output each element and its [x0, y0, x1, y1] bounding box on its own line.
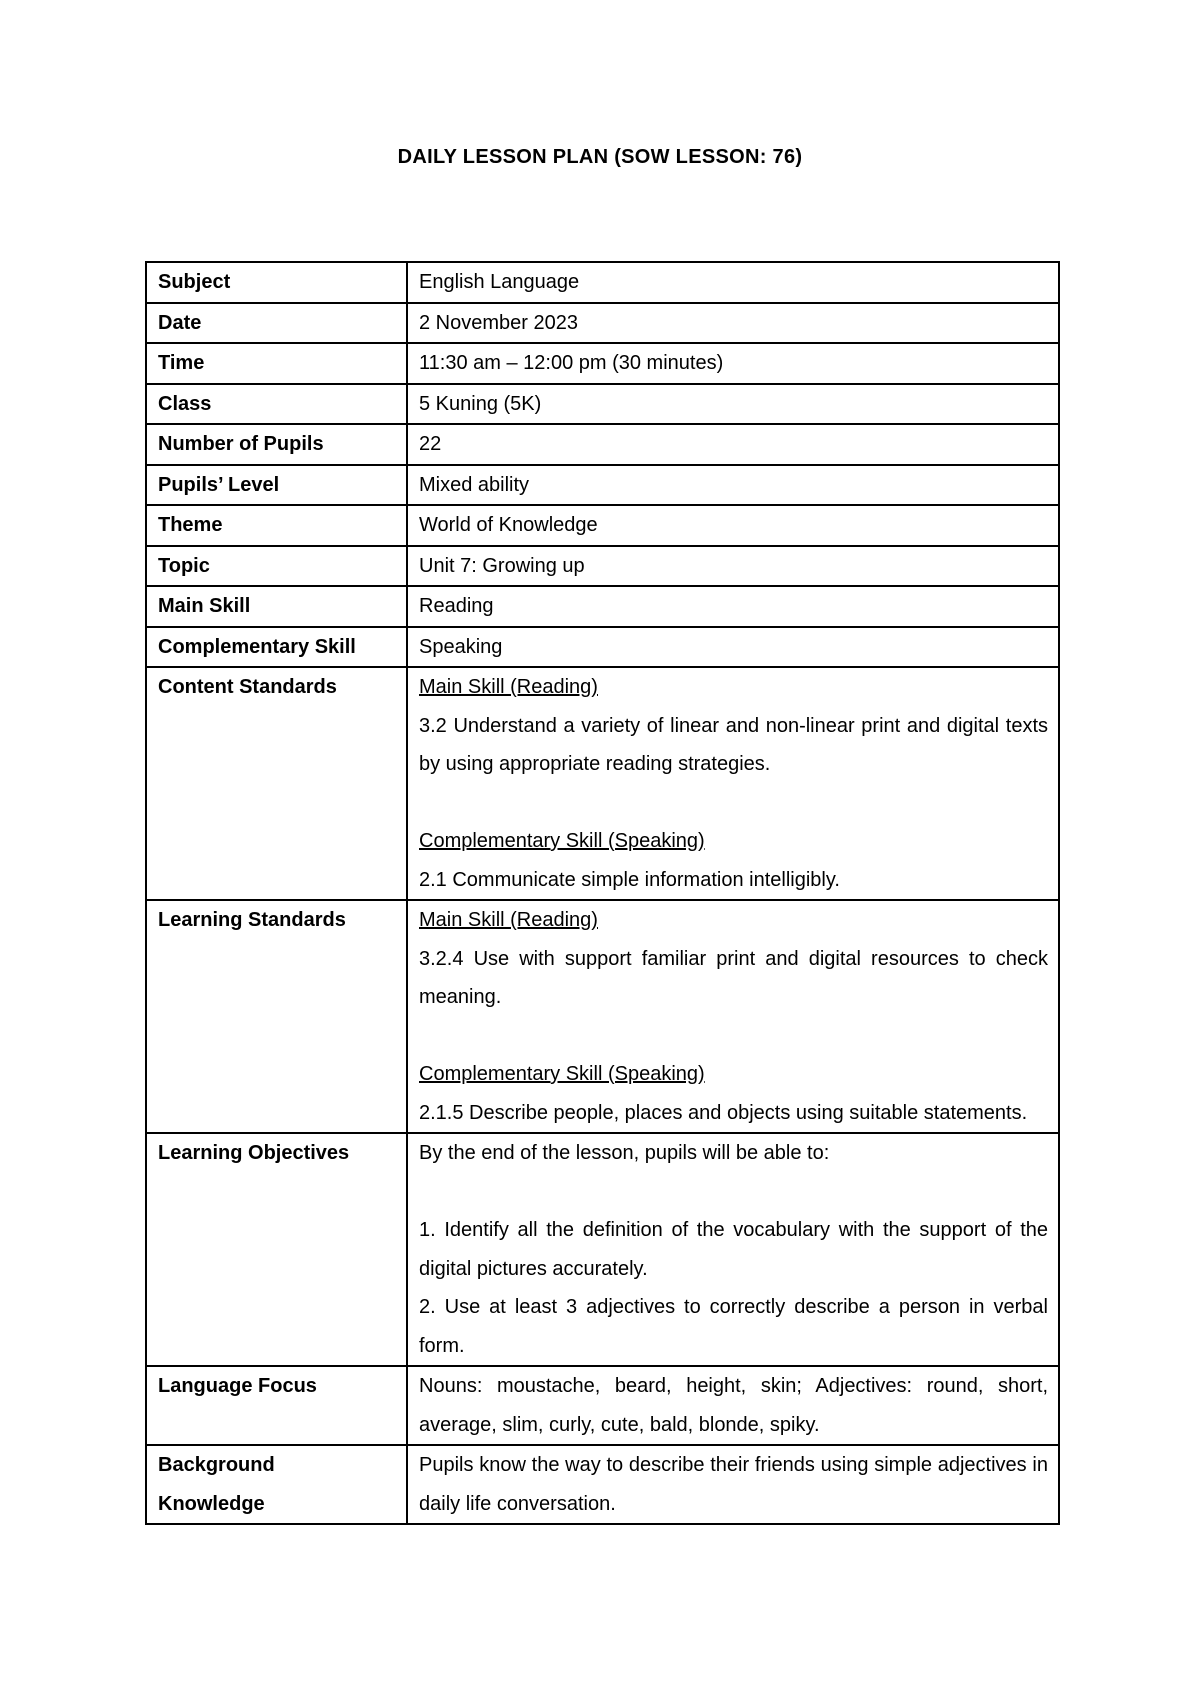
row-value-date: 2 November 2023 [407, 303, 1059, 344]
spacer [419, 1173, 1048, 1212]
content-comp-heading: Complementary Skill (Speaking) [419, 830, 705, 852]
table-row [146, 262, 1059, 303]
row-label-content-standards: Content Standards [146, 667, 407, 900]
row-label-subject: Subject [146, 262, 407, 303]
row-value-topic: Unit 7: Growing up [407, 546, 1059, 587]
table-row [146, 667, 1059, 900]
background-label-line-1: Background [158, 1454, 275, 1476]
row-label-learning-standards: Learning Standards [146, 900, 407, 1133]
row-value-time: 11:30 am – 12:00 pm (30 minutes) [407, 343, 1059, 384]
content-comp-text: 2.1 Communicate simple information intelligibly. [419, 868, 840, 891]
table-row [146, 424, 1059, 465]
row-label-main-skill: Main Skill [146, 586, 407, 627]
table-row [146, 343, 1059, 384]
row-value-learning-objectives [407, 1133, 1059, 1366]
background-label-line-2: Knowledge [158, 1492, 265, 1515]
row-label-complementary-skill: Complementary Skill [146, 627, 407, 668]
table-row [146, 384, 1059, 425]
row-value-level: Mixed ability [407, 465, 1059, 506]
row-value-language-focus: Nouns: moustache, beard, height, skin; Adjectives: round, short, average, slim, curly, cute, bald, blonde, spiky. [407, 1366, 1059, 1445]
content-main-heading: Main Skill (Reading) [419, 676, 598, 698]
standards-main-text: 3.2.4 Use with support familiar print and digital resources to check meaning. [419, 947, 1048, 1008]
row-value-class: 5 Kuning (5K) [407, 384, 1059, 425]
row-label-theme: Theme [146, 505, 407, 546]
spacer [419, 784, 1048, 823]
row-label-level: Pupils’ Level [146, 465, 407, 506]
row-value-main-skill: Reading [407, 586, 1059, 627]
row-label-date: Date [146, 303, 407, 344]
standards-comp-text: 2.1.5 Describe people, places and objects using suitable statements. [419, 1101, 1028, 1124]
row-label-language-focus: Language Focus [146, 1366, 407, 1445]
row-value-theme: World of Knowledge [407, 505, 1059, 546]
table-row [146, 465, 1059, 506]
row-label-class: Class [146, 384, 407, 425]
row-value-pupils: 22 [407, 424, 1059, 465]
row-label-background-knowledge [146, 1445, 407, 1524]
row-label-time: Time [146, 343, 407, 384]
row-label-topic: Topic [146, 546, 407, 587]
row-value-background-knowledge: Pupils know the way to describe their friends using simple adjectives in daily life conversation. [407, 1445, 1059, 1524]
row-value-content-standards [407, 667, 1059, 900]
table-row [146, 586, 1059, 627]
table-row [146, 900, 1059, 1133]
lesson-plan-table [145, 261, 1060, 1525]
row-value-subject: English Language [407, 262, 1059, 303]
table-row [146, 1445, 1059, 1524]
objective-item-1: 1. Identify all the definition of the vocabulary with the support of the digital pictures accurately. [419, 1219, 1048, 1280]
content-main-text: 3.2 Understand a variety of linear and non-linear print and digital texts by using appropriate reading strategies. [419, 714, 1048, 775]
table-row [146, 1366, 1059, 1445]
spacer [419, 1017, 1048, 1056]
standards-main-heading: Main Skill (Reading) [419, 909, 598, 931]
objectives-intro: By the end of the lesson, pupils will be able to: [419, 1142, 830, 1164]
row-value-complementary-skill: Speaking [407, 627, 1059, 668]
table-row [146, 627, 1059, 668]
objective-item-2: 2. Use at least 3 adjectives to correctly describe a person in verbal form. [419, 1296, 1048, 1357]
standards-comp-heading: Complementary Skill (Speaking) [419, 1063, 705, 1085]
row-value-learning-standards [407, 900, 1059, 1133]
table-row [146, 546, 1059, 587]
document-title: DAILY LESSON PLAN (SOW LESSON: 76) [397, 146, 803, 168]
table-row [146, 1133, 1059, 1366]
table-row [146, 505, 1059, 546]
table-row [146, 303, 1059, 344]
row-label-learning-objectives: Learning Objectives [146, 1133, 407, 1366]
row-label-pupils: Number of Pupils [146, 424, 407, 465]
